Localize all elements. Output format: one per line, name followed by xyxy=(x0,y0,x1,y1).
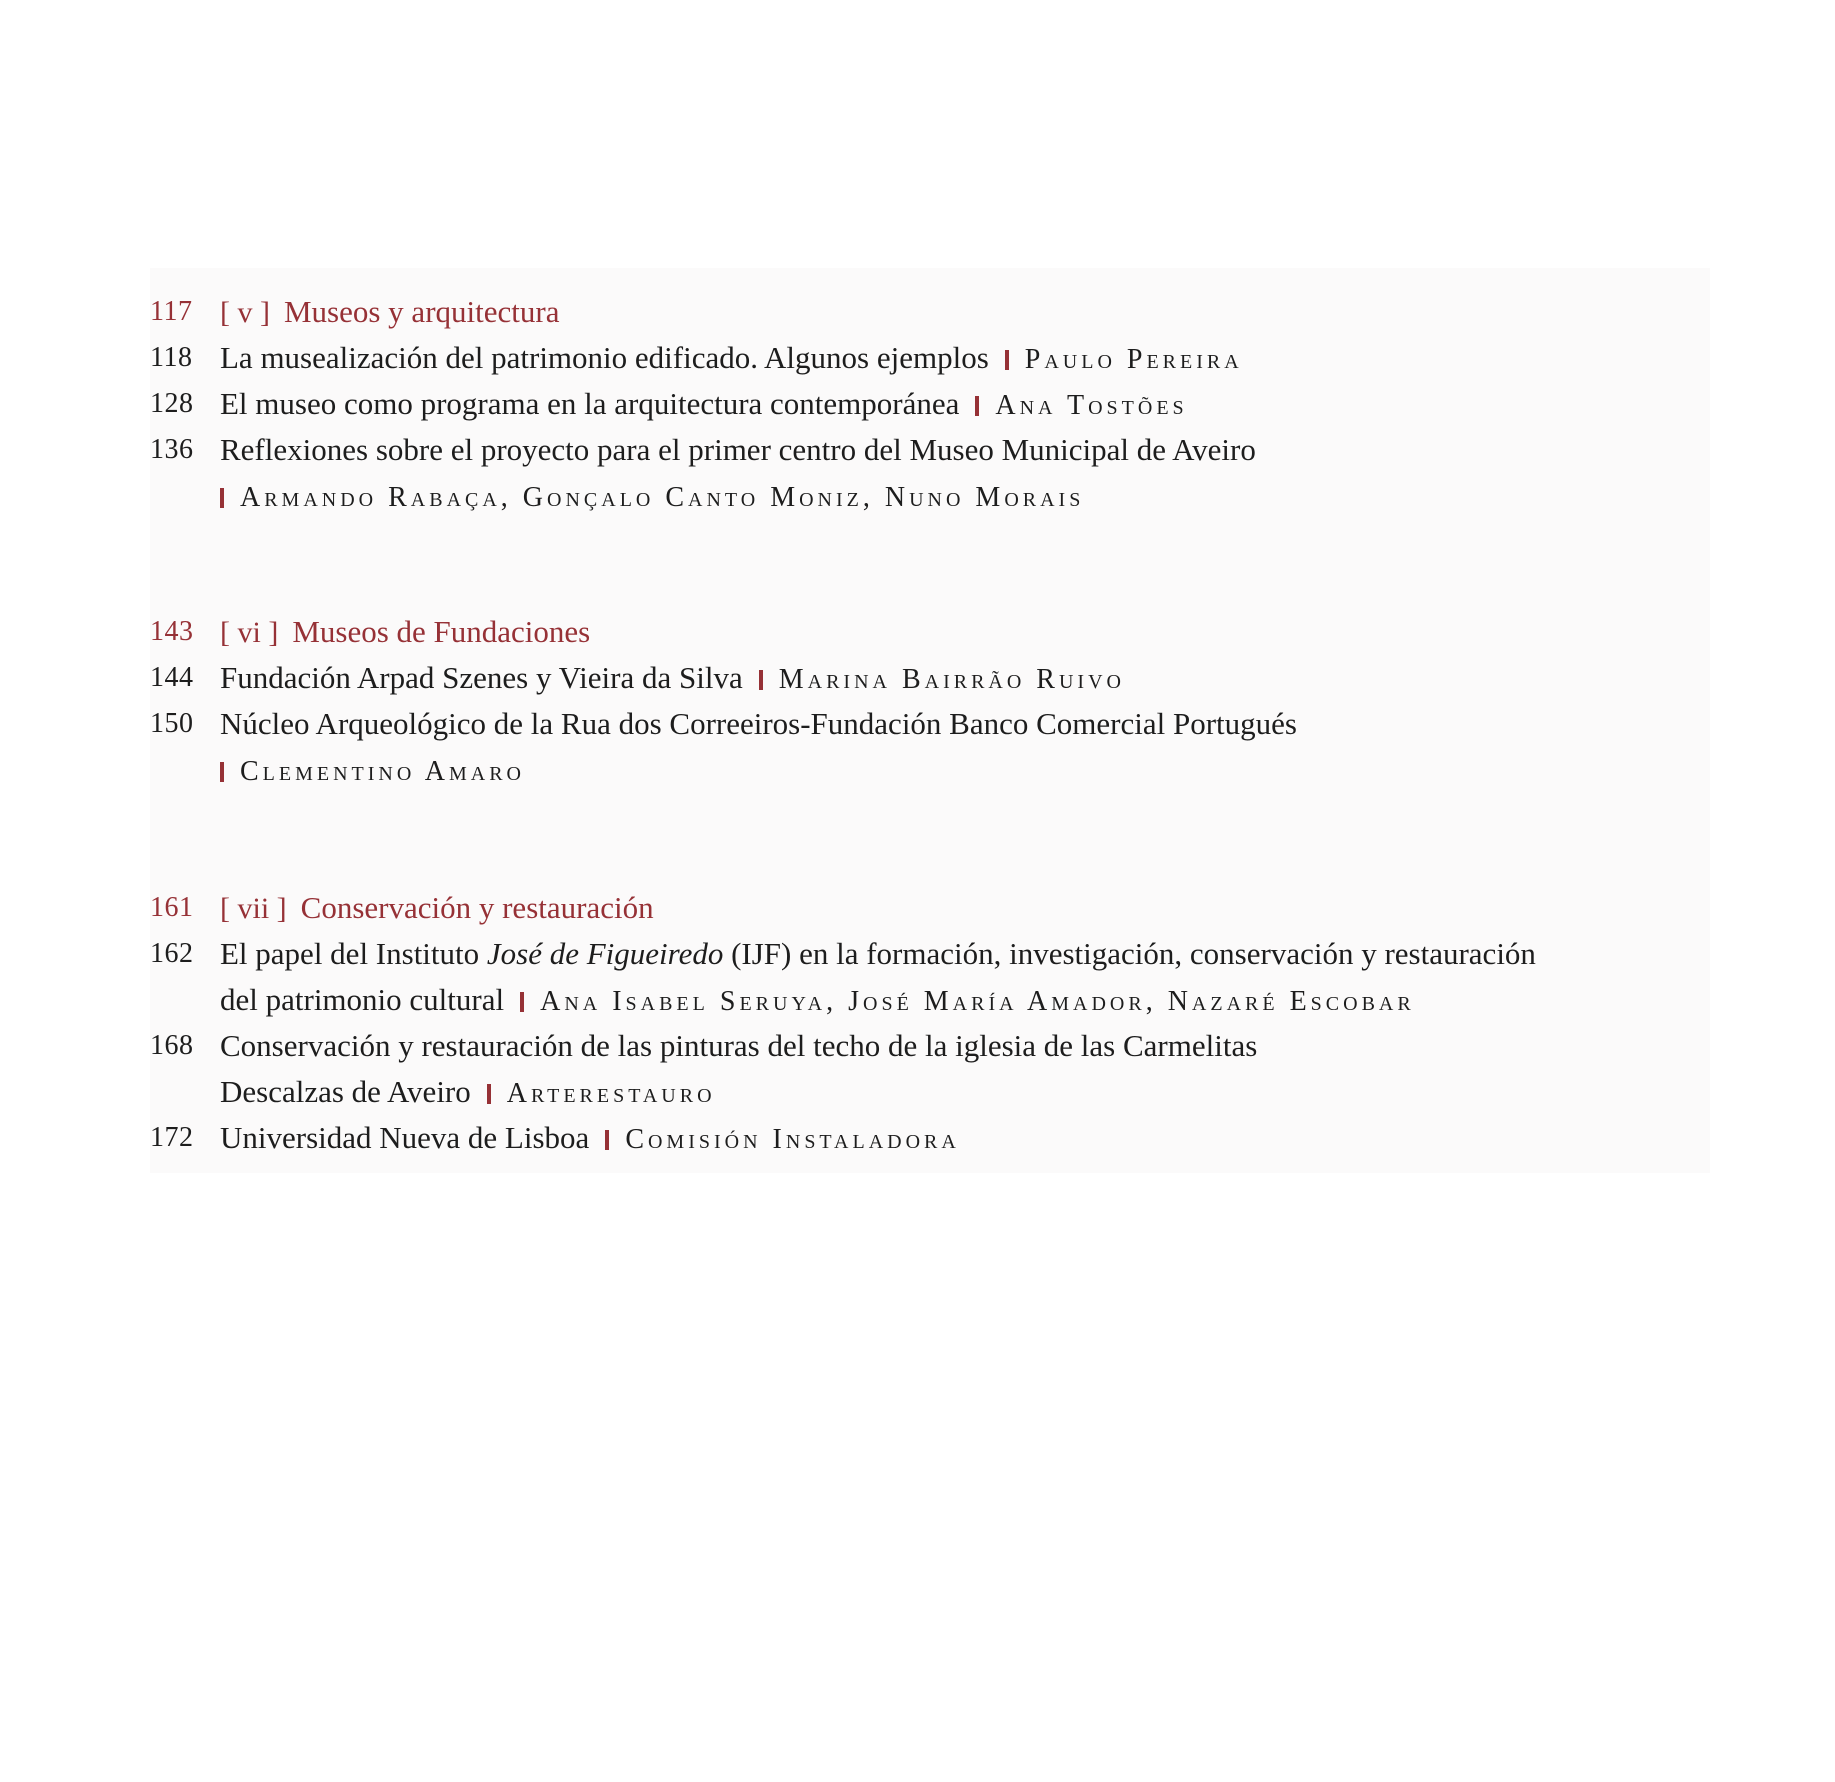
entry-title-part: El papel del Instituto xyxy=(220,936,487,971)
separator-bar xyxy=(759,670,763,690)
entry-title: Núcleo Arqueológico de la Rua dos Correeiros-Fundación Banco Comercial Portugués xyxy=(220,706,1297,741)
entry-title: Reflexiones sobre el proyecto para el primer centro del Museo Municipal de Aveiro xyxy=(220,432,1256,467)
separator-bar xyxy=(605,1130,609,1150)
section-title: Conservación y restauración xyxy=(300,890,654,925)
page-number: 144 xyxy=(150,662,194,693)
page-number: 143 xyxy=(150,616,194,647)
entry-author: Paulo Pereira xyxy=(1024,344,1243,375)
entry-title: El museo como programa en la arquitectura contemporánea xyxy=(220,386,960,421)
entry-title: del patrimonio cultural xyxy=(220,982,505,1017)
entry-title: Universidad Nueva de Lisboa xyxy=(220,1120,590,1155)
entry-author: Comisión Instaladora xyxy=(625,1124,960,1155)
separator-bar xyxy=(975,396,979,416)
page-number: 118 xyxy=(150,342,193,373)
page-number: 162 xyxy=(150,938,194,969)
entry-title: Descalzas de Aveiro xyxy=(220,1074,471,1109)
page-number: 117 xyxy=(150,296,193,327)
entry-title: La musealización del patrimonio edificado. Algunos ejemplos xyxy=(220,340,989,375)
entry-author: Armando Rabaça, Gonçalo Canto Moniz, Nuno Morais xyxy=(240,482,1085,513)
entry-title-italic: José de Figueiredo xyxy=(486,936,724,971)
separator-bar xyxy=(520,992,524,1012)
section-numeral: [ vi ] xyxy=(220,616,279,649)
entry-title: Fundación Arpad Szenes y Vieira da Silva xyxy=(220,660,743,695)
entry-author: Arterestauro xyxy=(506,1078,716,1109)
separator-bar xyxy=(1005,350,1009,370)
section-title: Museos de Fundaciones xyxy=(292,614,591,649)
entry-author: Ana Tostões xyxy=(995,390,1188,421)
entry-author: Marina Bairrão Ruivo xyxy=(778,664,1125,695)
page-number: 161 xyxy=(150,892,194,923)
entry-title: Conservación y restauración de las pinturas del techo de la iglesia de las Carmelitas xyxy=(220,1028,1258,1063)
entry-author: Ana Isabel Seruya, José María Amador, Nazaré Escobar xyxy=(540,986,1415,1017)
page-number: 150 xyxy=(150,708,194,739)
section-numeral: [ v ] xyxy=(220,296,270,329)
section-title: Museos y arquitectura xyxy=(283,294,560,329)
separator-bar xyxy=(220,488,224,508)
separator-bar xyxy=(487,1084,491,1104)
section-numeral: [ vii ] xyxy=(220,892,287,925)
page-number: 136 xyxy=(150,434,194,465)
separator-bar xyxy=(220,762,224,782)
entry-title-part: (IJF) en la formación, investigación, conservación y restauración xyxy=(723,936,1536,971)
entry-author: Clementino Amaro xyxy=(240,756,526,787)
page-number: 128 xyxy=(150,388,194,419)
page-number: 168 xyxy=(150,1030,194,1061)
page-number: 172 xyxy=(150,1122,194,1153)
